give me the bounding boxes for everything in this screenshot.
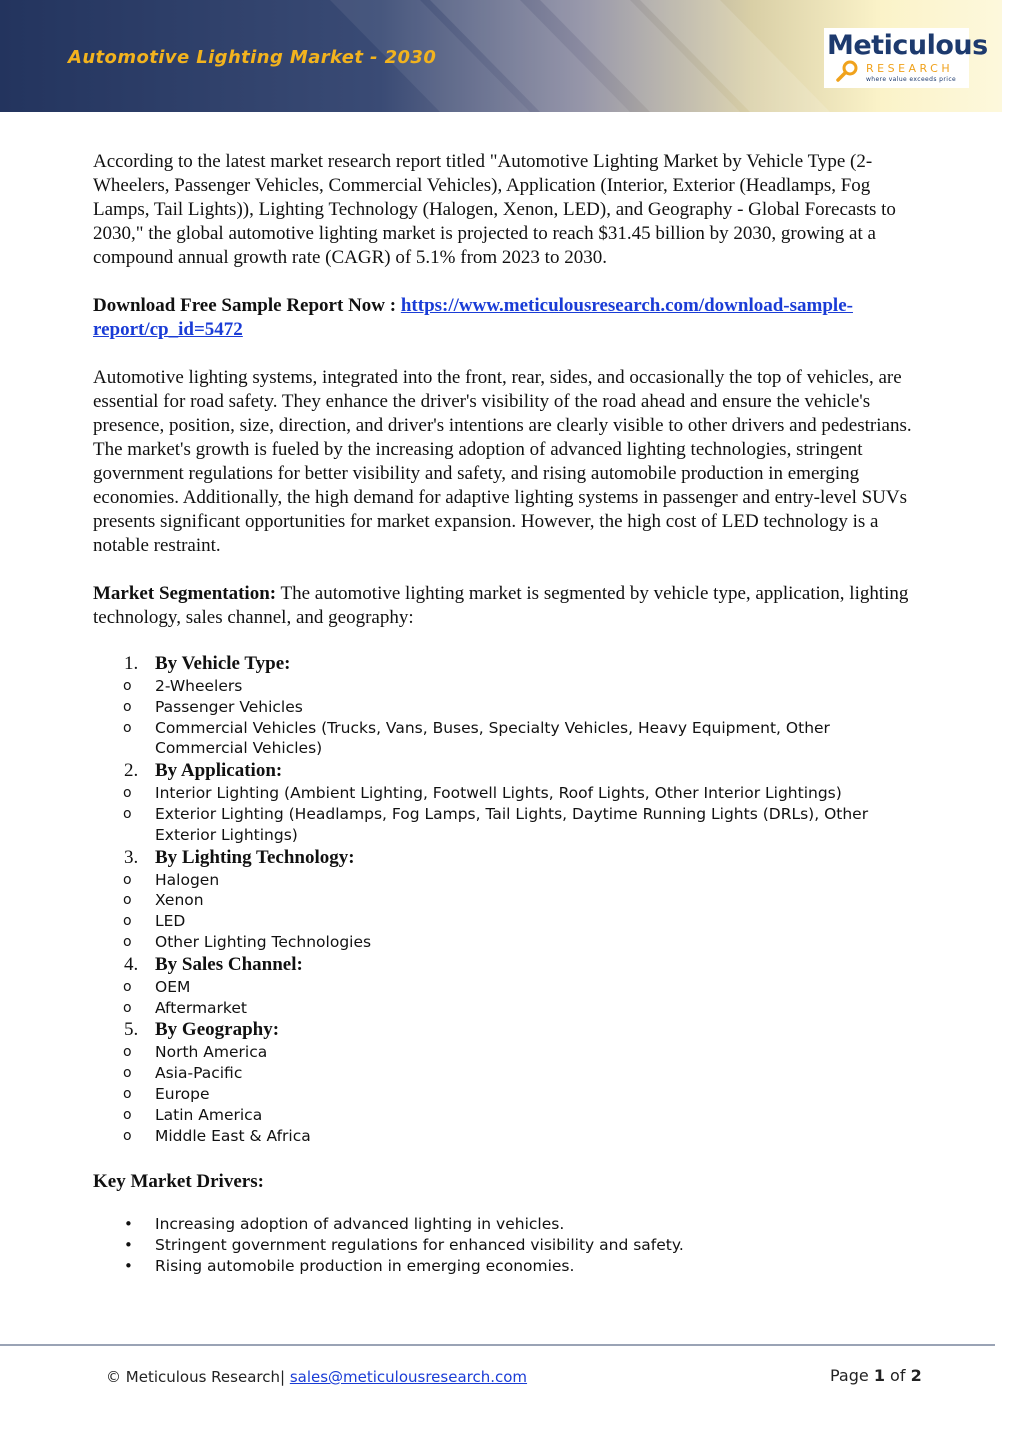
list-item: o Other Lighting Technologies xyxy=(123,932,372,951)
segment-item xyxy=(93,759,923,845)
list-item: • Increasing adoption of advanced lighting in vehicles. xyxy=(124,1215,565,1234)
drivers-list xyxy=(93,1214,923,1276)
logo-wordmark: Meticulous xyxy=(827,30,988,61)
segment-title: By Vehicle Type: xyxy=(155,653,291,674)
list-item: o Aftermarket xyxy=(123,998,247,1017)
list-item: o Europe xyxy=(123,1084,210,1103)
total-pages: 2 xyxy=(910,1366,922,1385)
segment-sublist xyxy=(93,977,923,1019)
page-indicator: Page 1 of 2 xyxy=(830,1366,922,1385)
download-label: Download Free Sample Report Now : xyxy=(93,295,401,316)
segment-number: 4. xyxy=(124,953,139,975)
list-item: o Middle East & Africa xyxy=(123,1126,311,1145)
segmentation-paragraph xyxy=(93,582,923,630)
list-item: o Xenon xyxy=(123,891,204,910)
current-page: 1 xyxy=(873,1366,885,1385)
header-banner xyxy=(0,0,1002,112)
segment-sublist xyxy=(93,783,923,845)
segment-item xyxy=(93,953,923,1019)
list-item: o Exterior Lighting (Headlamps, Fog Lamps, Tail Lights, Daytime Running Lights (DRLs), Other Exterior Lightings) xyxy=(123,804,869,844)
drivers-heading: Key Market Drivers: xyxy=(93,1171,264,1193)
segment-sublist xyxy=(93,1042,923,1146)
magnifier-icon xyxy=(834,59,862,83)
list-item: o Latin America xyxy=(123,1105,263,1124)
footer-copyright xyxy=(106,1368,527,1386)
segmentation-text: The automotive lighting market is segmented by vehicle type, application, lighting technology, sales channel, and geography: xyxy=(93,583,909,628)
list-item: • Rising automobile production in emerging economies. xyxy=(124,1256,575,1275)
header-title: Automotive Lighting Market - 2030 xyxy=(68,47,437,68)
segment-sublist xyxy=(93,676,923,759)
meticulous-logo xyxy=(824,28,988,88)
segment-title: By Lighting Technology: xyxy=(155,846,355,868)
logo-tagline: where value exceeds price xyxy=(866,76,957,83)
list-item: • Stringent government regulations for enhanced visibility and safety. xyxy=(124,1236,684,1255)
list-item: o Asia-Pacific xyxy=(123,1064,243,1083)
list-item: o Commercial Vehicles (Trucks, Vans, Buses, Specialty Vehicles, Heavy Equipment, Other Commercial Vehicles) xyxy=(123,718,830,758)
footer-divider xyxy=(0,1344,995,1346)
copyright-text: © Meticulous Research| xyxy=(106,1368,290,1386)
list-item: o Passenger Vehicles xyxy=(123,697,303,716)
list-item: o LED xyxy=(123,912,186,931)
segment-item xyxy=(93,1018,923,1146)
list-item: o Halogen xyxy=(123,870,220,889)
segment-sublist xyxy=(93,870,923,953)
intro-paragraph: According to the latest market research report titled "Automotive Lighting Market by Vehicle Type (2-Wheelers, Passenger Vehicles, Commercial Vehicles), Application (Interior, Exterior (Headlamps, Fog Lamps, Tail Lights)), Lighting Technology (Halogen, Xenon, LED), and Geography - Global Forecasts to 2030," the global automotive lighting market is projected to reach $31.45 billion by 2030, growing at a compound annual growth rate (CAGR) of 5.1% from 2023 to 2030. xyxy=(93,151,896,268)
document-body xyxy=(93,150,923,1277)
segment-title: By Application: xyxy=(155,760,283,782)
segment-item xyxy=(93,652,923,759)
list-item: o North America xyxy=(123,1043,268,1062)
logo-subtitle: RESEARCH xyxy=(866,62,954,75)
segment-number: 3. xyxy=(124,846,139,868)
list-item: o Interior Lighting (Ambient Lighting, Footwell Lights, Roof Lights, Other Interior Lightings) xyxy=(123,784,842,803)
segment-item xyxy=(93,846,923,953)
segment-list xyxy=(93,652,923,1146)
segment-number: 1. xyxy=(124,653,139,674)
overview-paragraph: Automotive lighting systems, integrated into the front, rear, sides, and occasionally the top of vehicles, are essential for road safety. They enhance the driver's visibility of the road ahead and ensure the vehicle's presence, position, size, direction, and driver's intentions are clearly visible to other drivers and pedestrians. The market's growth is fueled by the increasing adoption of advanced lighting technologies, stringent government regulations for better visibility and safety, and rising automobile production in emerging economies. Additionally, the high demand for adaptive lighting systems in passenger and entry-level SUVs presents significant opportunities for market expansion. However, the high cost of LED technology is a notable restraint. xyxy=(93,367,912,556)
download-sample-link[interactable]: https://www.meticulousresearch.com/download-sample-report/cp_id=5472 xyxy=(93,295,853,340)
segmentation-label: Market Segmentation: xyxy=(93,583,277,604)
segment-number: 5. xyxy=(124,1019,139,1041)
list-item: o OEM xyxy=(123,977,191,996)
download-line xyxy=(93,294,923,342)
segment-title: By Sales Channel: xyxy=(155,953,303,975)
segment-title: By Geography: xyxy=(155,1019,280,1041)
segment-number: 2. xyxy=(124,760,139,782)
sales-email-link[interactable]: sales@meticulousresearch.com xyxy=(289,1368,528,1386)
list-item: o 2-Wheelers xyxy=(123,677,243,695)
